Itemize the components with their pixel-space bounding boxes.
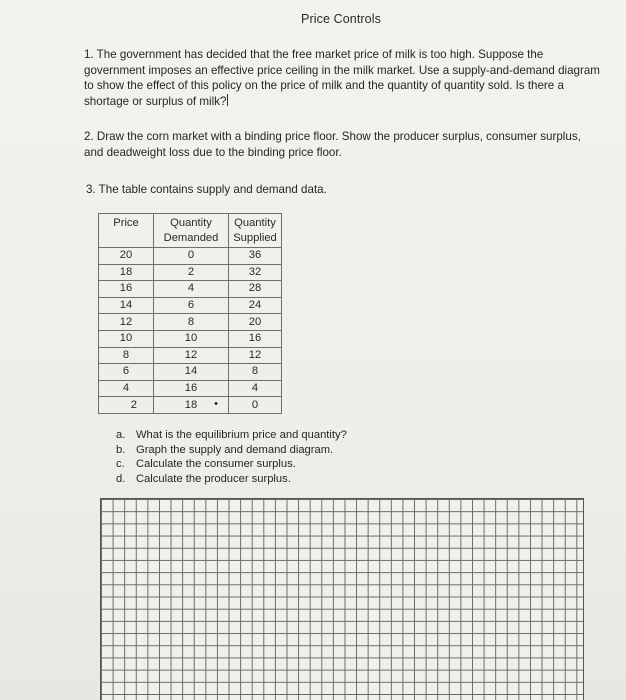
table-row [99, 264, 282, 281]
cell-quantity-demanded: 2 [154, 264, 229, 281]
graph-paper-grid [100, 498, 584, 700]
cell-quantity-supplied: 28 [229, 281, 282, 298]
cell-quantity-supplied: 24 [229, 297, 282, 314]
cell-quantity-supplied: 4 [229, 380, 282, 397]
cell-quantity-demanded: 18 • [154, 397, 229, 414]
cell-price: 12 [99, 314, 154, 331]
cell-quantity-supplied: 36 [229, 248, 282, 265]
cell-price: 20 [99, 248, 154, 265]
cell-quantity-supplied: 32 [229, 264, 282, 281]
supply-demand-table [98, 213, 282, 414]
cell-quantity-demanded: 12 [154, 347, 229, 364]
table-row [99, 397, 282, 414]
cell-quantity-supplied: 20 [229, 314, 282, 331]
table-row [99, 314, 282, 331]
header-price: Price [99, 214, 154, 248]
table-row [99, 330, 282, 347]
cell-price: 16 [99, 281, 154, 298]
table-row [99, 297, 282, 314]
sub-question-marker: a. [116, 429, 126, 441]
sub-question-item [116, 457, 347, 472]
cell-quantity-demanded: 0 [154, 248, 229, 265]
sub-question-item [116, 443, 347, 458]
cell-price: 18 [99, 264, 154, 281]
table-header-row [99, 214, 282, 248]
cell-quantity-supplied: 16 [229, 330, 282, 347]
sub-question-marker: d. [116, 472, 126, 485]
table-body [99, 248, 282, 414]
question-2: 2. Draw the corn market with a binding price floor. Show the producer surplus, consumer surplus, and deadweight loss due to the binding price floor. [84, 130, 581, 159]
table-row [99, 281, 282, 298]
cell-quantity-demanded: 16 [154, 380, 229, 397]
table-row [99, 248, 282, 265]
question-3: 3. The table contains supply and demand data. [86, 183, 327, 196]
sub-question-item [116, 428, 347, 443]
cell-price: 8 [99, 347, 154, 364]
sub-question-marker: c. [116, 458, 125, 471]
sub-question-item [116, 472, 347, 487]
cell-quantity-demanded: 4 [154, 281, 229, 298]
question-1-text: 1. The government has decided that the free market price of milk is too high. Suppose the government imposes an effective price ceiling in the milk market. Use a supply-and-demand diagram to show the effect of this policy on the price of milk and the quantity of quantity sold. Is there a shortage or surplus of milk? [84, 48, 600, 108]
sub-question-text: Graph the supply and demand diagram. [136, 443, 334, 456]
cell-price: 2 [99, 397, 154, 414]
cell-price: 10 [99, 330, 154, 347]
cell-price: 4 [99, 380, 154, 397]
sub-question-list [116, 428, 347, 486]
table-row [99, 364, 282, 381]
sub-question-text: Calculate the producer surplus. [136, 472, 291, 485]
sub-question-text: What is the equilibrium price and quantity? [136, 429, 347, 441]
table-row [99, 347, 282, 364]
header-quantity-demanded: Quantity Demanded [154, 214, 229, 248]
cell-quantity-supplied: 8 [229, 364, 282, 381]
sub-question-text: Calculate the consumer surplus. [136, 458, 296, 471]
page-title: Price Controls [301, 12, 381, 26]
text-cursor [227, 94, 228, 106]
table-row [99, 380, 282, 397]
cell-quantity-demanded: 6 [154, 297, 229, 314]
cell-quantity-supplied: 0 [229, 397, 282, 414]
cell-quantity-demanded: 10 [154, 330, 229, 347]
cell-quantity-supplied: 12 [229, 347, 282, 364]
cell-price: 14 [99, 297, 154, 314]
cell-price: 6 [99, 364, 154, 381]
header-quantity-supplied: Quantity Supplied [229, 214, 282, 248]
sub-question-marker: b. [116, 443, 126, 456]
cell-quantity-demanded: 8 [154, 314, 229, 331]
question-1 [84, 47, 604, 109]
cell-quantity-demanded: 14 [154, 364, 229, 381]
